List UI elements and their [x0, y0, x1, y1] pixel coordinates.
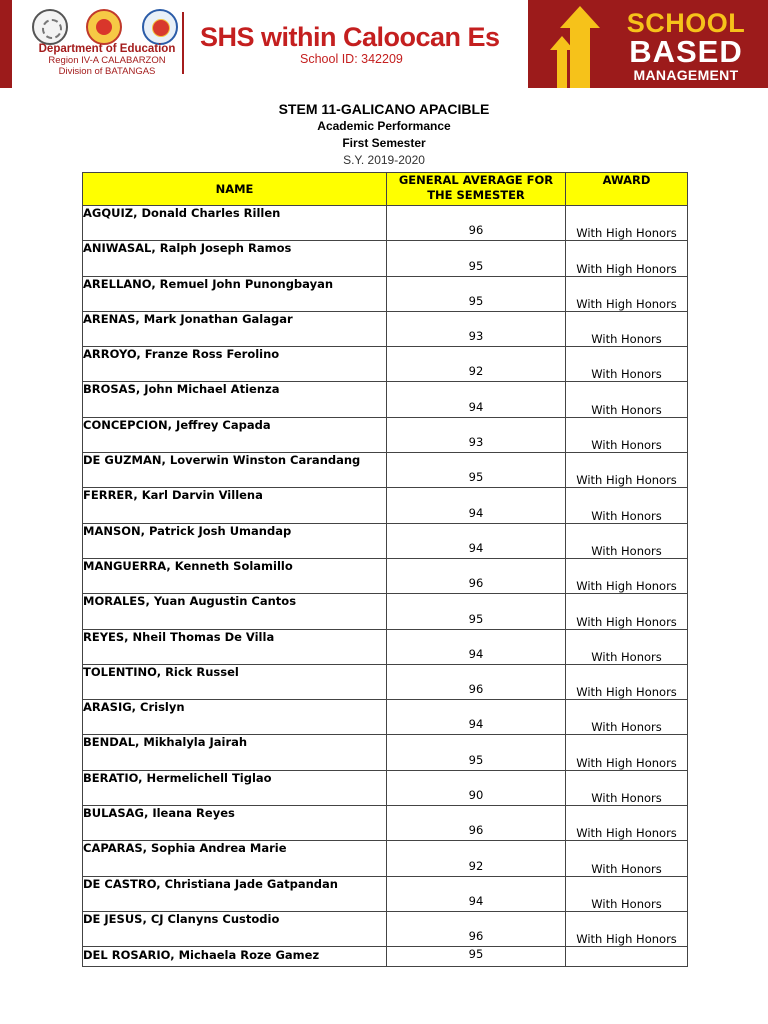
general-average: 94 — [431, 400, 521, 418]
table-row — [83, 206, 688, 241]
department-name: Department of Education — [38, 43, 176, 55]
general-average: 95 — [431, 259, 521, 277]
student-name: FERRER, Karl Darvin Villena — [83, 488, 387, 523]
deped-seal-logo — [86, 9, 122, 45]
student-name: DE GUZMAN, Loverwin Winston Carandang — [83, 453, 387, 488]
table-row — [83, 629, 688, 664]
award: With High Honors — [566, 911, 688, 946]
award: With High Honors — [566, 735, 688, 770]
general-average: 96 — [431, 576, 521, 594]
table-row — [83, 947, 688, 967]
general-average: 95 — [431, 294, 521, 312]
table-row — [83, 453, 688, 488]
header-divider — [182, 12, 184, 74]
up-arrows-icon — [550, 6, 600, 88]
general-average: 92 — [431, 859, 521, 877]
school-id: School ID: 342209 — [300, 52, 403, 66]
student-name: ARASIG, Crislyn — [83, 700, 387, 735]
sbm-line2: BASED — [629, 34, 743, 69]
general-average: 94 — [431, 647, 521, 665]
student-name: TOLENTINO, Rick Russel — [83, 664, 387, 699]
student-name: ARROYO, Franze Ross Ferolino — [83, 347, 387, 382]
student-name: DEL ROSARIO, Michaela Roze Gamez — [83, 947, 387, 967]
table-row — [83, 770, 688, 805]
student-name: BENDAL, Mikhalyla Jairah — [83, 735, 387, 770]
table-row — [83, 241, 688, 276]
student-name: CONCEPCION, Jeffrey Capada — [83, 417, 387, 452]
general-average-cell — [387, 841, 566, 876]
general-average-cell — [387, 629, 566, 664]
award: With Honors — [566, 382, 688, 417]
student-name: BROSAS, John Michael Atienza — [83, 382, 387, 417]
award: With High Honors — [566, 206, 688, 241]
award: With High Honors — [566, 594, 688, 629]
general-average-cell — [387, 453, 566, 488]
award: With High Honors — [566, 276, 688, 311]
table-row — [83, 735, 688, 770]
student-name: MANSON, Patrick Josh Umandap — [83, 523, 387, 558]
sbm-banner — [528, 0, 768, 88]
section-title: STEM 11-GALICANO APACIBLE — [278, 101, 490, 117]
general-average-cell — [387, 770, 566, 805]
general-average: 94 — [431, 506, 521, 524]
general-average-cell — [387, 241, 566, 276]
philippine-seal-logo — [32, 9, 68, 45]
general-average: 94 — [431, 894, 521, 912]
sbm-text — [610, 8, 762, 84]
table-row — [83, 347, 688, 382]
general-average-cell — [387, 523, 566, 558]
general-average-cell — [387, 311, 566, 346]
award: With Honors — [566, 523, 688, 558]
brand-bar — [0, 0, 12, 88]
sbm-line1: SCHOOL — [626, 8, 746, 38]
table-header-row — [83, 173, 688, 206]
award: With High Honors — [566, 453, 688, 488]
award: With High Honors — [566, 806, 688, 841]
general-average-cell — [387, 488, 566, 523]
agency-logos — [32, 9, 180, 45]
general-average-cell — [387, 876, 566, 911]
table-row — [83, 700, 688, 735]
school-year: S.Y. 2019-2020 — [343, 153, 425, 167]
student-name: AGQUIZ, Donald Charles Rillen — [83, 206, 387, 241]
general-average-cell — [387, 806, 566, 841]
general-average-cell — [387, 594, 566, 629]
general-average: 95 — [431, 470, 521, 488]
department-division: Division of BATANGAS — [58, 66, 156, 77]
general-average-cell — [387, 735, 566, 770]
general-average: 93 — [431, 329, 521, 347]
general-average-cell — [387, 276, 566, 311]
general-average: 95 — [431, 753, 521, 771]
table-row — [83, 594, 688, 629]
table-row — [83, 558, 688, 593]
award: With Honors — [566, 841, 688, 876]
student-name: BULASAG, Ileana Reyes — [83, 806, 387, 841]
award-column-header: AWARD — [566, 173, 688, 206]
average-header-line1: GENERAL AVERAGE FOR — [398, 173, 554, 187]
general-average: 96 — [431, 929, 521, 947]
student-name: BERATIO, Hermelichell Tiglao — [83, 770, 387, 805]
student-name: ANIWASAL, Ralph Joseph Ramos — [83, 241, 387, 276]
student-name: ARELLANO, Remuel John Punongbayan — [83, 276, 387, 311]
semester-title: First Semester — [342, 136, 426, 150]
division-seal-logo — [142, 9, 178, 45]
award — [566, 947, 688, 967]
table-row — [83, 311, 688, 346]
student-name: DE JESUS, CJ Clanyns Custodio — [83, 911, 387, 946]
department-region: Region IV-A CALABARZON — [48, 55, 166, 66]
school-name: SHS within Caloocan Es — [200, 22, 500, 52]
general-average-cell — [387, 558, 566, 593]
average-header-line2: THE SEMESTER — [427, 188, 525, 202]
award: With High Honors — [566, 664, 688, 699]
report-titles — [0, 100, 768, 168]
award: With Honors — [566, 347, 688, 382]
general-average-cell — [387, 911, 566, 946]
award: With Honors — [566, 770, 688, 805]
grades-table — [82, 172, 688, 967]
general-average-cell — [387, 700, 566, 735]
general-average-cell — [387, 206, 566, 241]
table-row — [83, 523, 688, 558]
average-column-header — [387, 173, 566, 206]
table-row — [83, 382, 688, 417]
general-average-cell — [387, 347, 566, 382]
student-name: CAPARAS, Sophia Andrea Marie — [83, 841, 387, 876]
student-name: MANGUERRA, Kenneth Solamillo — [83, 558, 387, 593]
award: With Honors — [566, 629, 688, 664]
award: With Honors — [566, 876, 688, 911]
general-average: 96 — [431, 682, 521, 700]
department-block — [22, 44, 192, 77]
table-row — [83, 806, 688, 841]
award: With High Honors — [566, 241, 688, 276]
general-average-cell — [387, 382, 566, 417]
award: With Honors — [566, 488, 688, 523]
award: With Honors — [566, 311, 688, 346]
award: With Honors — [566, 417, 688, 452]
general-average: 96 — [431, 823, 521, 841]
general-average: 94 — [431, 541, 521, 559]
general-average: 93 — [431, 435, 521, 453]
student-name: ARENAS, Mark Jonathan Galagar — [83, 311, 387, 346]
student-name: MORALES, Yuan Augustin Cantos — [83, 594, 387, 629]
sbm-line3: MANAGEMENT — [633, 67, 739, 83]
table-row — [83, 417, 688, 452]
table-row — [83, 876, 688, 911]
name-column-header: NAME — [83, 173, 387, 206]
general-average: 92 — [431, 364, 521, 382]
table-row — [83, 911, 688, 946]
general-average-cell — [387, 417, 566, 452]
general-average: 90 — [431, 788, 521, 806]
table-body — [83, 206, 688, 967]
table-row — [83, 276, 688, 311]
general-average-cell — [387, 947, 566, 967]
report-title: Academic Performance — [317, 119, 451, 133]
general-average-cell — [387, 664, 566, 699]
award: With High Honors — [566, 558, 688, 593]
table-row — [83, 488, 688, 523]
general-average: 95 — [431, 612, 521, 630]
general-average: 96 — [431, 223, 521, 241]
table-row — [83, 664, 688, 699]
letterhead — [0, 0, 768, 88]
award: With Honors — [566, 700, 688, 735]
general-average: 95 — [468, 947, 484, 962]
student-name: REYES, Nheil Thomas De Villa — [83, 629, 387, 664]
general-average: 94 — [431, 717, 521, 735]
student-name: DE CASTRO, Christiana Jade Gatpandan — [83, 876, 387, 911]
table-row — [83, 841, 688, 876]
